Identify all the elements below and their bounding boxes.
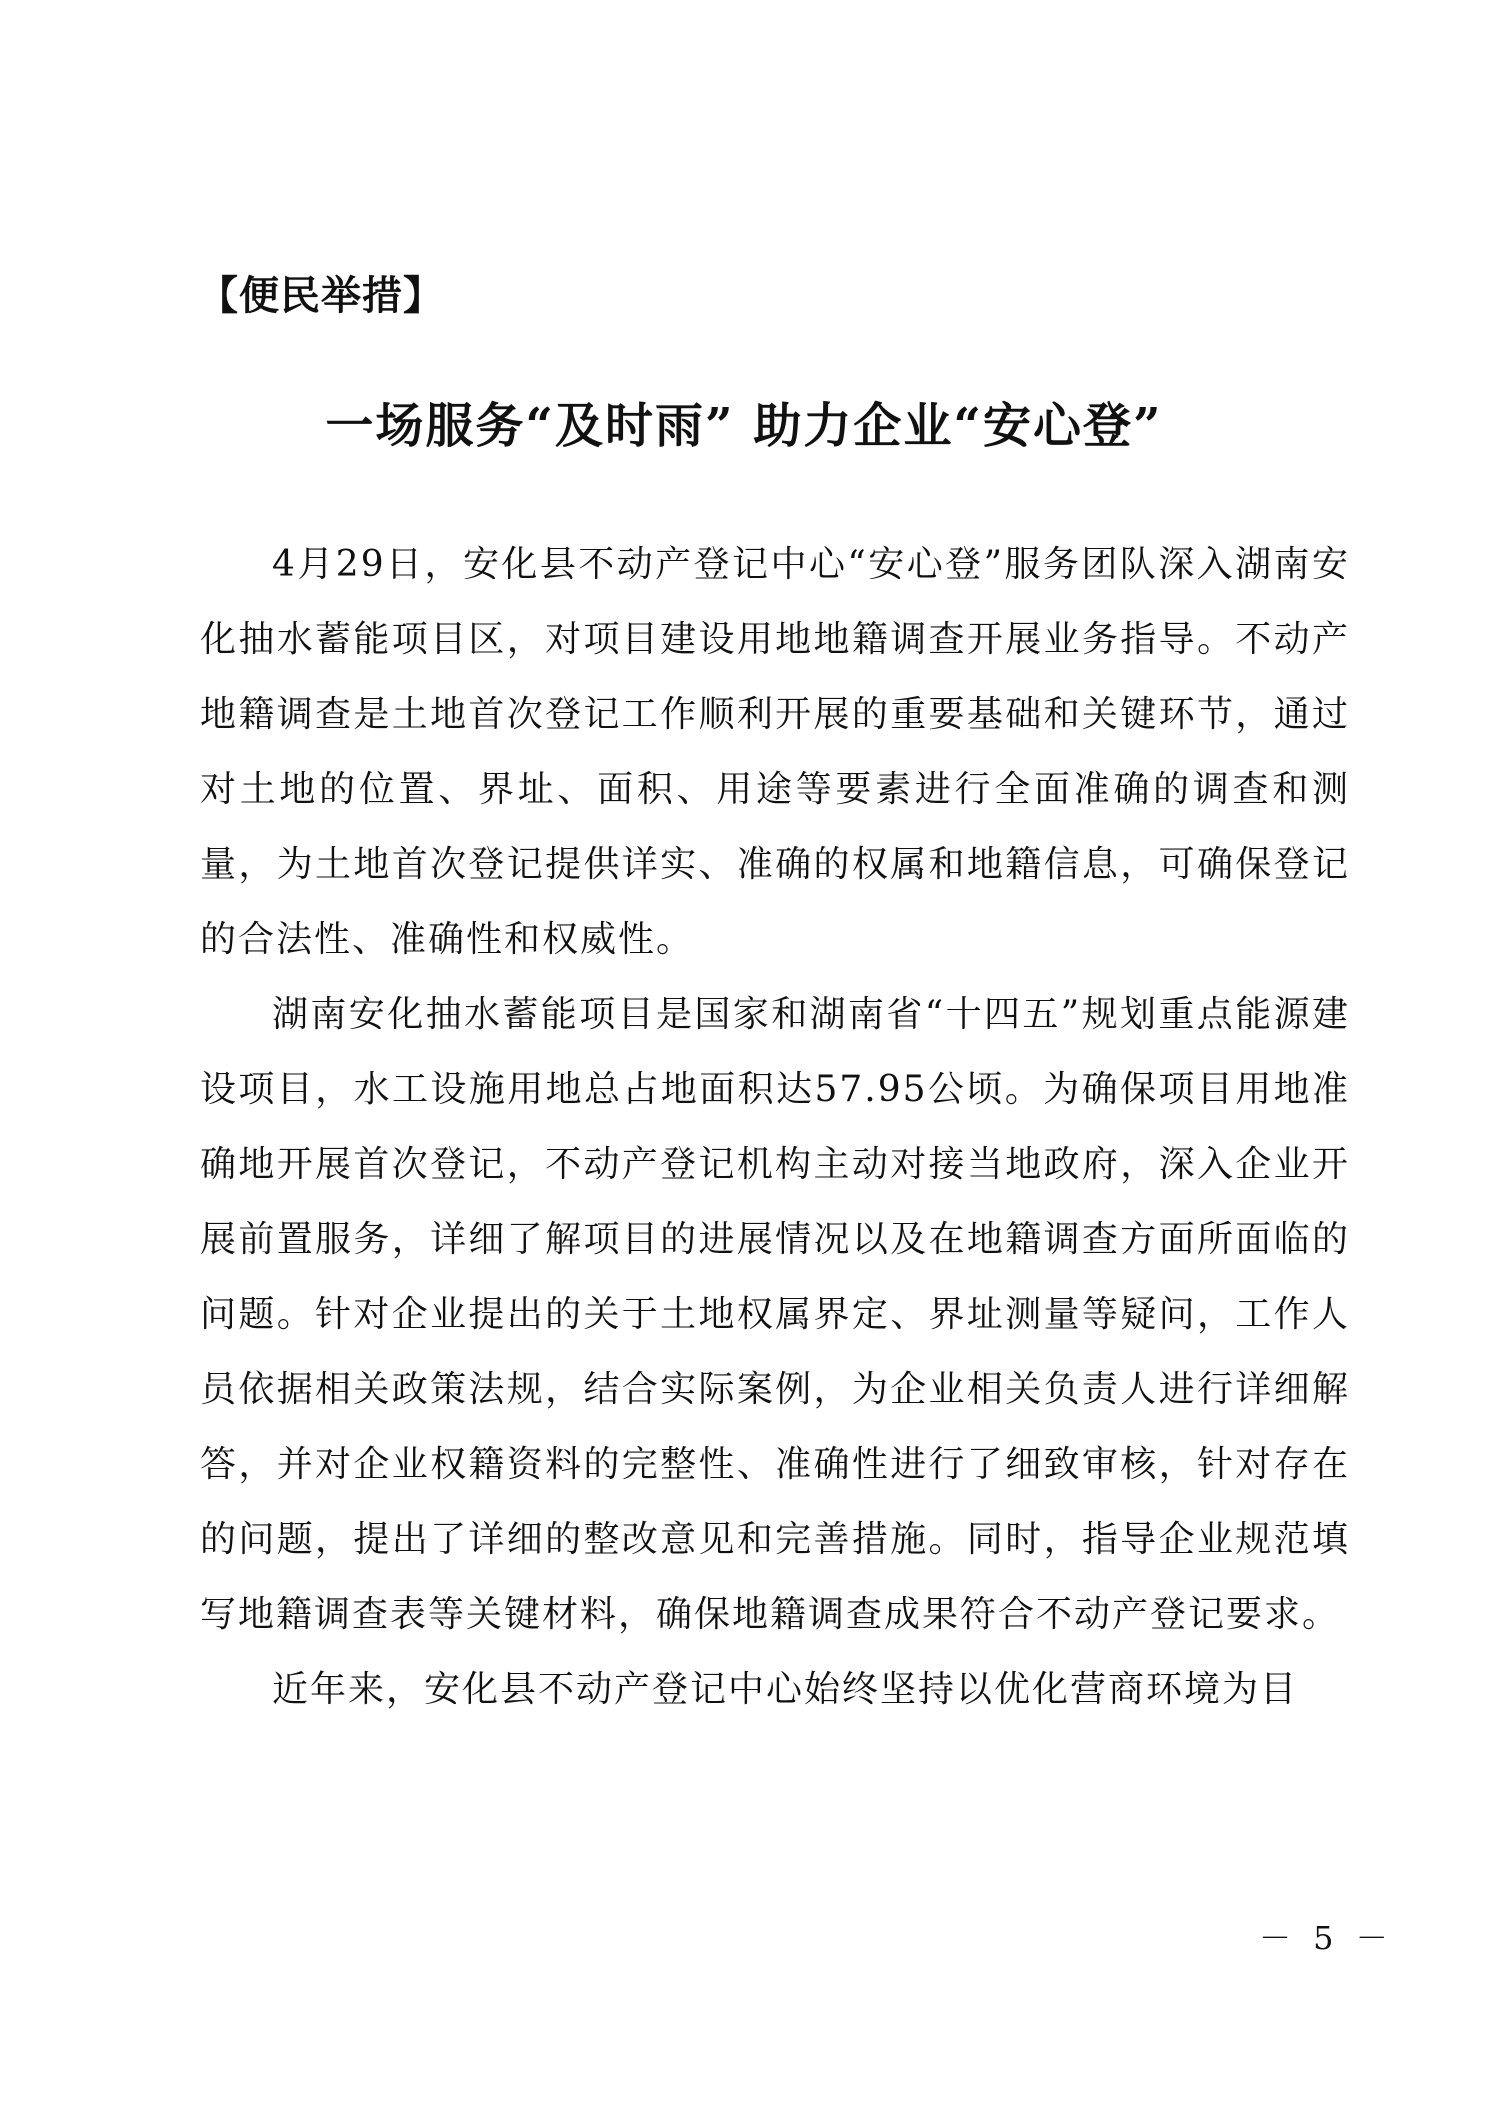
section-tag: 【便民举措】: [198, 273, 444, 319]
paragraph: 近年来，安化县不动产登记中心始终坚持以优化营商环境为目: [272, 1669, 1299, 1710]
paragraph: 4月29日，安化县不动产登记中心“安心登”服务团队深入湖南安化抽水蓄能项目区，对项目建设用地地籍调查开展业务指导。不动产地籍调查是土地首次登记工作顺利开展的重要基础和关键环节，通过对土地的位置、界址、面积、用途等要素进行全面准确的调查和测量，为土地首次登记提供详实、准确的权属和地籍信息，可确保登记的合法性、准确性和权威性。: [200, 544, 1350, 960]
article-title: 一场服务“及时雨” 助力企业“安心登”: [325, 398, 1163, 454]
article-body: [200, 527, 1350, 1727]
page-number: － 5 －: [1259, 1919, 1394, 1957]
paragraph: 湖南安化抽水蓄能项目是国家和湖南省“十四五”规划重点能源建设项目，水工设施用地总占地面积达57.95公顷。为确保项目用地准确地开展首次登记，不动产登记机构主动对接当地政府，深入企业开展前置服务，详细了解项目的进展情况以及在地籍调查方面所面临的问题。针对企业提出的关于土地权属界定、界址测量等疑问，工作人员依据相关政策法规，结合实际案例，为企业相关负责人进行详细解答，并对企业权籍资料的完整性、准确性进行了细致审核，针对存在的问题，提出了详细的整改意见和完善措施。同时，指导企业规范填写地籍调查表等关键材料，确保地籍调查成果符合不动产登记要求。: [200, 994, 1350, 1635]
